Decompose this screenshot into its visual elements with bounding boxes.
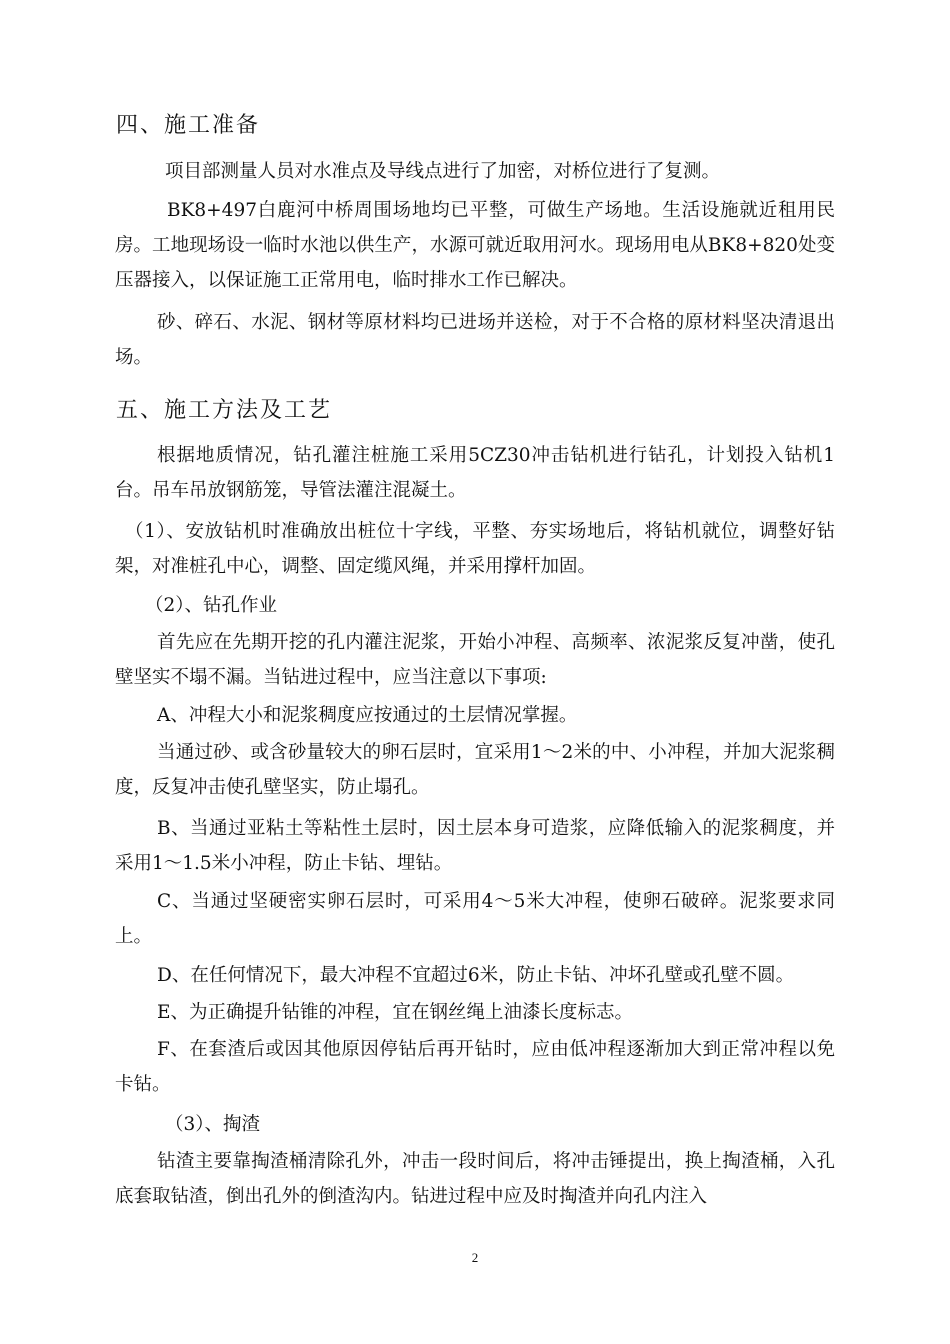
page-number: 2 xyxy=(471,1250,479,1265)
paragraph-geology: 根据地质情况，钻孔灌注桩施工采用5CZ30冲击钻机进行钻孔，计划投入钻机1台。吊车吊放钢筋笼，导管法灌注混凝土。 xyxy=(115,445,835,501)
paragraph-slag-removal: 钻渣主要靠掏渣桶清除孔外，冲击一段时间后，将冲击锤提出，换上掏渣桶，入孔底套取钻渣，倒出孔外的倒渣沟内。钻进过程中应及时掏渣并向孔内注入 xyxy=(115,1151,835,1207)
paragraph-drilling-start: 首先应在先期开挖的孔内灌注泥浆，开始小冲程、高频率、浓泥浆反复冲凿，使孔壁坚实不塌不漏。当钻进过程中，应当注意以下事项: xyxy=(115,632,835,688)
paragraph-site: BK8+497白鹿河中桥周围场地均已平整，可做生产场地。生活设施就近租用民房。工地现场设一临时水池以供生产，水源可就近取用河水。现场用电从BK8+820处变压器接入，以保证施工正常用电，临时排水工作已解决。 xyxy=(115,200,835,291)
paragraph-item-a: A、冲程大小和泥浆稠度应按通过的土层情况掌握。 xyxy=(157,705,578,726)
paragraph-survey: 项目部测量人员对水准点及导线点进行了加密，对桥位进行了复测。 xyxy=(165,161,721,182)
paragraph-step-1: （1）、安放钻机时准确放出桩位十字线，平整、夯实场地后，将钻机就位，调整好钻架，对准桩孔中心，调整、固定缆风绳，并采用撑杆加固。 xyxy=(115,521,835,577)
paragraph-step-2-title: （2）、钻孔作业 xyxy=(145,595,278,616)
paragraph-item-b: B、当通过亚粘土等粘性土层时，因土层本身可造浆，应降低输入的泥浆稠度，并采用1～1.5米小冲程，防止卡钻、埋钻。 xyxy=(115,818,835,874)
paragraph-item-c: C、当通过坚硬密实卵石层时，可采用4～5米大冲程，使卵石破碎。泥浆要求同上。 xyxy=(115,891,835,947)
section-heading-methods: 五、施工方法及工艺 xyxy=(116,398,333,423)
paragraph-item-d: D、在任何情况下，最大冲程不宜超过6米，防止卡钻、冲坏孔壁或孔壁不圆。 xyxy=(157,965,795,986)
section-heading-preparation: 四、施工准备 xyxy=(116,113,261,138)
paragraph-step-3-title: （3）、掏渣 xyxy=(165,1114,261,1135)
paragraph-sand-layer: 当通过砂、或含砂量较大的卵石层时，宜采用1～2米的中、小冲程，并加大泥浆稠度，反复冲击使孔壁坚实，防止塌孔。 xyxy=(115,742,835,798)
paragraph-materials: 砂、碎石、水泥、钢材等原材料均已进场并送检，对于不合格的原材料坚决清退出场。 xyxy=(115,312,835,368)
paragraph-item-e: E、为正确提升钻锥的冲程，宜在钢丝绳上油漆长度标志。 xyxy=(157,1002,634,1023)
paragraph-item-f: F、在套渣后或因其他原因停钻后再开钻时，应由低冲程逐渐加大到正常冲程以免卡钻。 xyxy=(115,1039,835,1095)
